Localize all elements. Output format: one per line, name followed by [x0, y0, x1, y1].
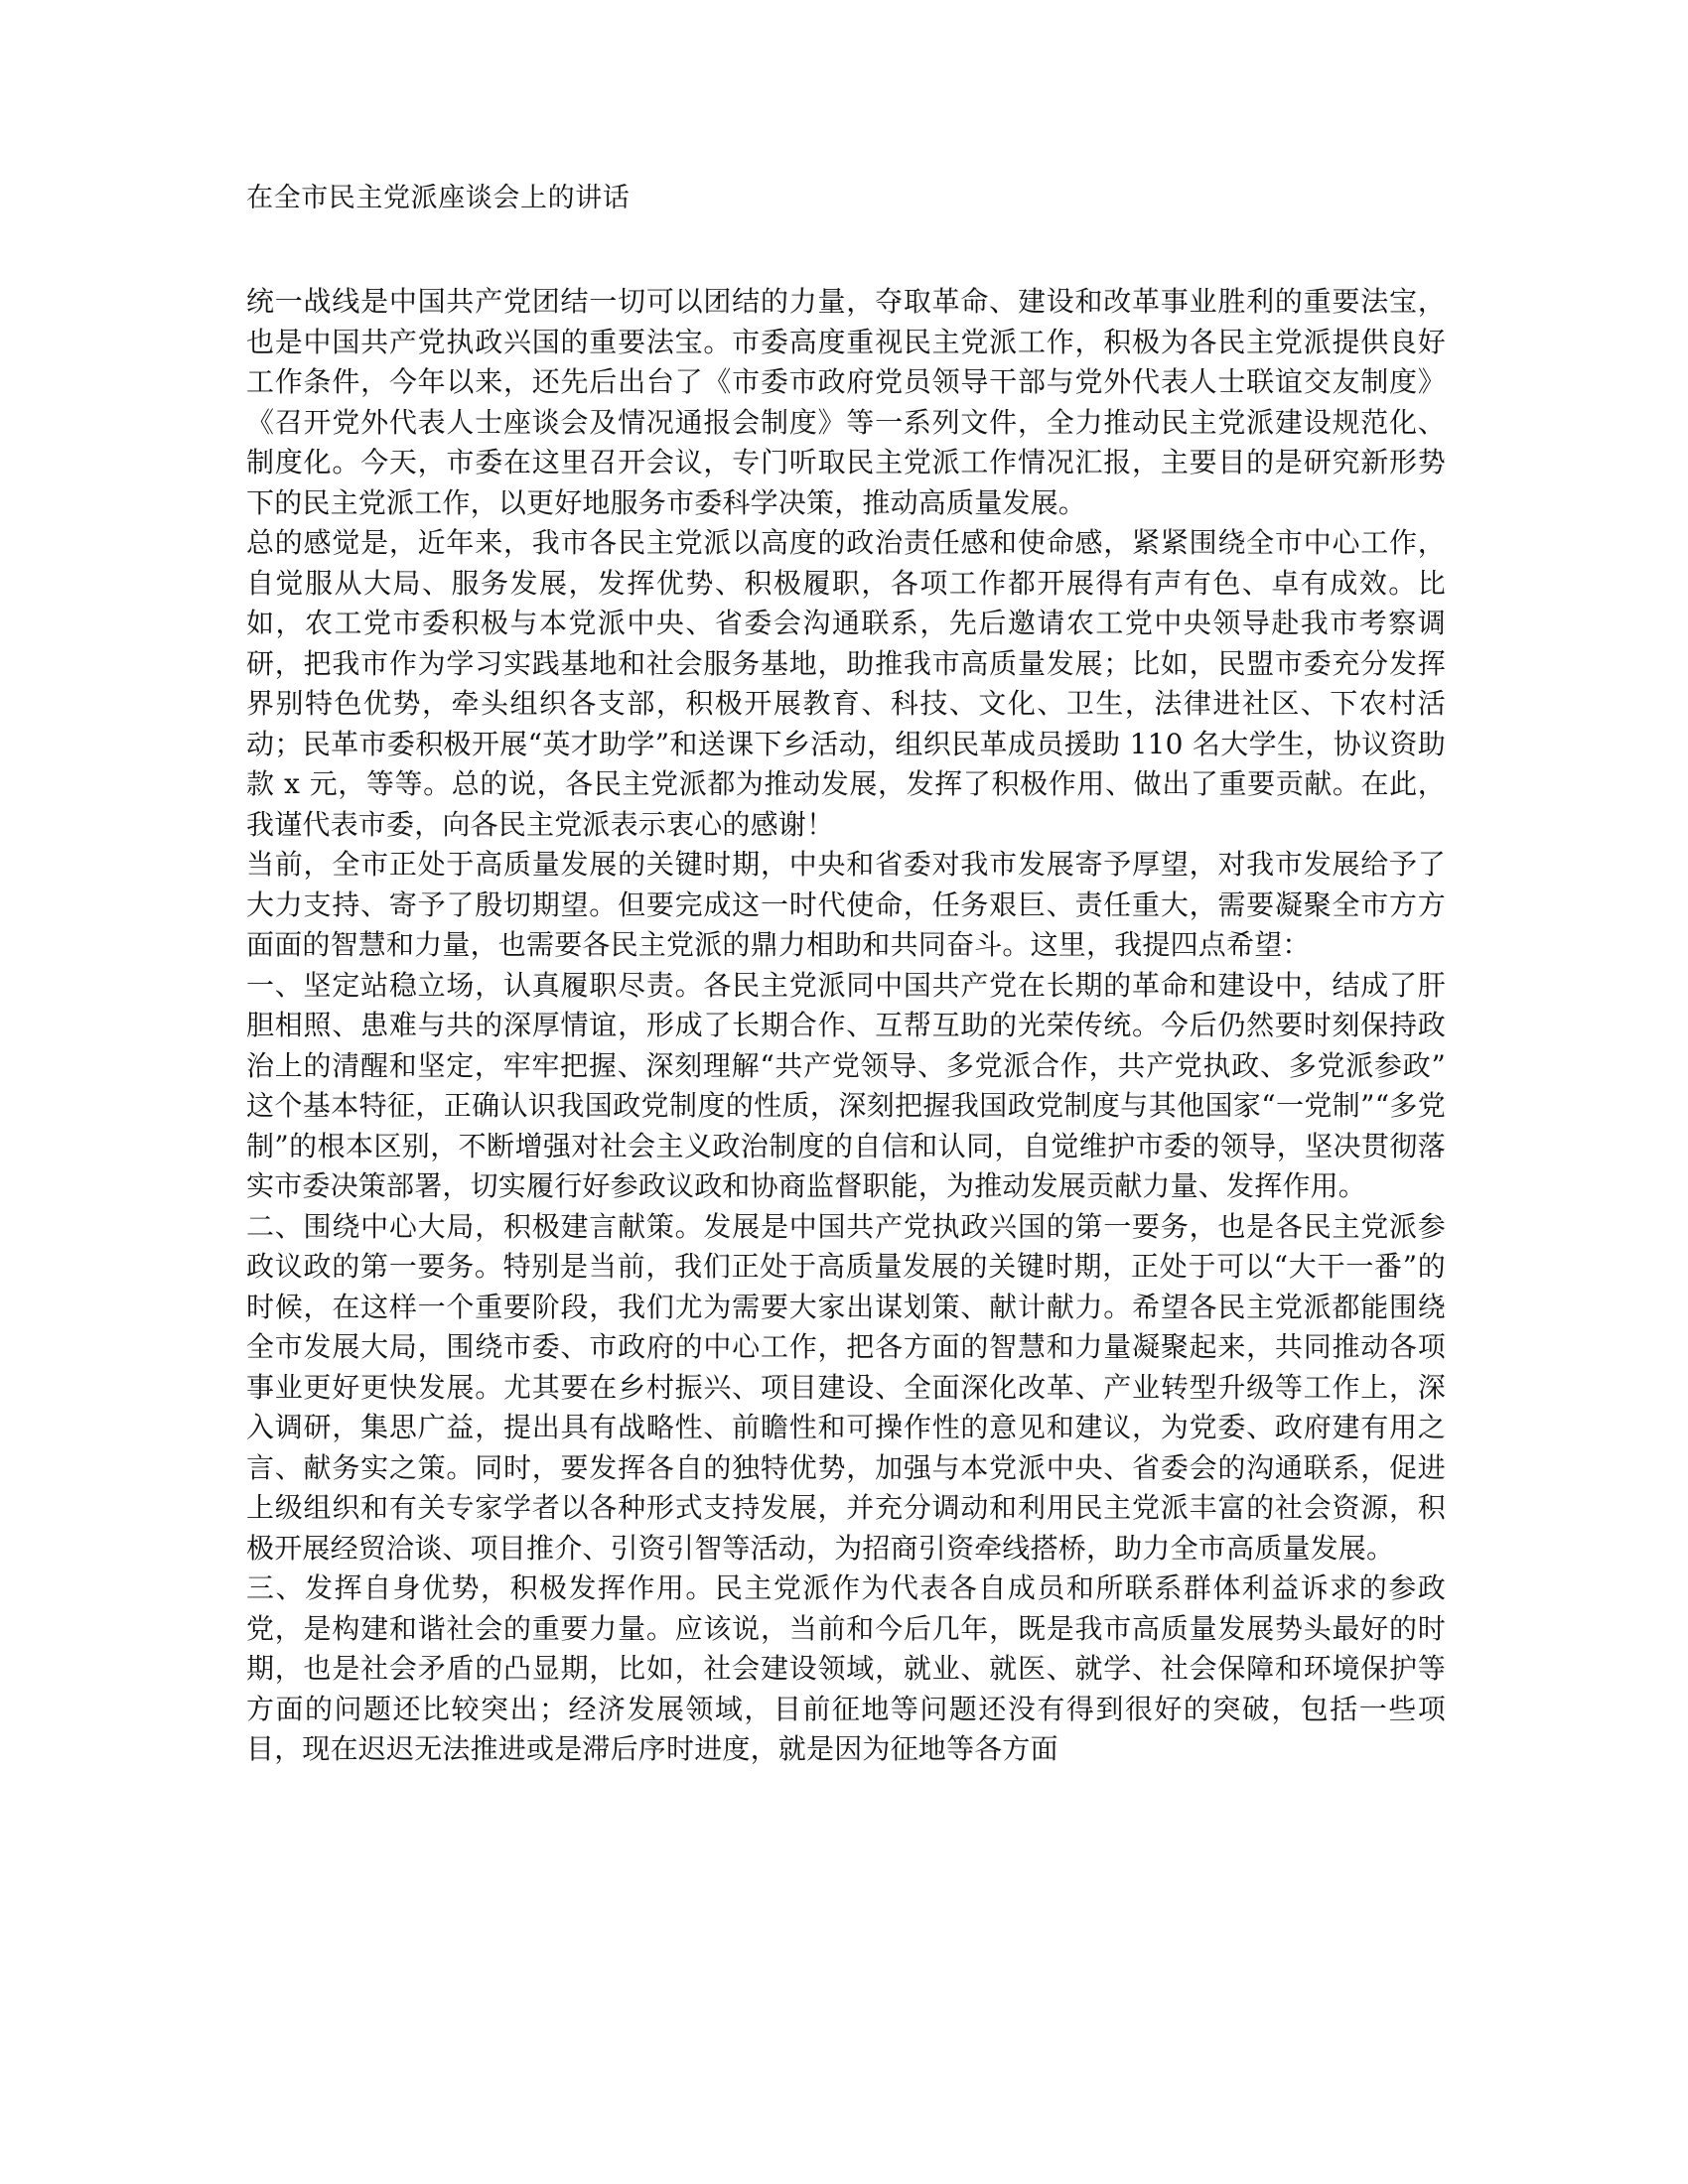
paragraph-5: 二、围绕中心大局，积极建言献策。发展是中国共产党执政兴国的第一要务，也是各民主党派参政议政的第一要务。特别是当前，我们正处于高质量发展的关键时期，正处于可以“大干一番”的时候，在这样一个重要阶段，我们尤为需要大家出谋划策、献计献力。希望各民主党派都能围绕全市发展大局，围绕市委、市政府的中心工作，把各方面的智慧和力量凝聚起来，共同推动各项事业更好更快发展。尤其要在乡村振兴、项目建设、全面深化改革、产业转型升级等工作上，深入调研，集思广益，提出具有战略性、前瞻性和可操作性的意见和建议，为党委、政府建有用之言、献务实之策。同时，要发挥各自的独特优势，加强与本党派中央、省委会的沟通联系，促进上级组织和有关专家学者以各种形式支持发展，并充分调动和利用民主党派丰富的社会资源，积极开展经贸洽谈、项目推介、引资引智等活动，为招商引资牵线搭桥，助力全市高质量发展。 — [246, 1209, 1446, 1565]
paragraph-6: 三、发挥自身优势，积极发挥作用。民主党派作为代表各自成员和所联系群体利益诉求的参政党，是构建和谐社会的重要力量。应该说，当前和今后几年，既是我市高质量发展势头最好的时期，也是社会矛盾的凸显期，比如，社会建设领域，就业、就医、就学、社会保障和环境保护等方面的问题还比较突出；经济发展领域，目前征地等问题还没有得到很好的突破，包括一些项目，现在迟迟无法推进或是滞后序时进度，就是因为征地等各方面 — [246, 1571, 1446, 1765]
document-body — [246, 179, 1446, 1770]
paragraph-1: 统一战线是中国共产党团结一切可以团结的力量，夺取革命、建设和改革事业胜利的重要法宝，也是中国共产党执政兴国的重要法宝。市委高度重视民主党派工作，积极为各民主党派提供良好工作条件，今年以来，还先后出台了《市委市政府党员领导干部与党外代表人士联谊交友制度》《召开党外代表人士座谈会及情况通报会制度》等一系列文件，全力推动民主党派建设规范化、制度化。今天，市委在这里召开会议，专门听取民主党派工作情况汇报，主要目的是研究新形势下的民主党派工作，以更好地服务市委科学决策，推动高质量发展。 — [246, 285, 1446, 519]
paragraph-4: 一、坚定站稳立场，认真履职尽责。各民主党派同中国共产党在长期的革命和建设中，结成了肝胆相照、患难与共的深厚情谊，形成了长期合作、互帮互助的光荣传统。今后仍然要时刻保持政治上的清醒和坚定，牢牢把握、深刻理解“共产党领导、多党派合作，共产党执政、多党派参政”这个基本特征，正确认识我国政党制度的性质，深刻把握我国政党制度与其他国家“一党制”“多党制”的根本区别，不断增强对社会主义政治制度的自信和认同，自觉维护市委的领导，坚决贯彻落实市委决策部署，切实履行好参政议政和协商监督职能，为推动发展贡献力量、发挥作用。 — [246, 968, 1446, 1202]
paragraph-2: 总的感觉是，近年来，我市各民主党派以高度的政治责任感和使命感，紧紧围绕全市中心工作，自觉服从大局、服务发展，发挥优势、积极履职，各项工作都开展得有声有色、卓有成效。比如，农工党市委积极与本党派中央、省委会沟通联系，先后邀请农工党中央领导赴我市考察调研，把我市作为学习实践基地和社会服务基地，助推我市高质量发展；比如，民盟市委充分发挥界别特色优势，牵头组织各支部，积极开展教育、科技、文化、卫生，法律进社区、下农村活动；民革市委积极开展“英才助学”和送课下乡活动，组织民革成员援助 110 名大学生，协议资助款 x 元，等等。总的说，各民主党派都为推动发展，发挥了积极作用、做出了重要贡献。在此，我谨代表市委，向各民主党派表示衷心的感谢！ — [246, 526, 1446, 841]
page-title: 在全市民主党派座谈会上的讲话 — [246, 183, 631, 213]
title-spacer — [246, 218, 1446, 282]
paragraph-3: 当前，全市正处于高质量发展的关键时期，中央和省委对我市发展寄予厚望，对我市发展给予了大力支持、寄予了殷切期望。但要完成这一时代使命，任务艰巨、责任重大，需要凝聚全市方方面面的智慧和力量，也需要各民主党派的鼎力相助和共同奋斗。这里，我提四点希望： — [246, 848, 1446, 961]
